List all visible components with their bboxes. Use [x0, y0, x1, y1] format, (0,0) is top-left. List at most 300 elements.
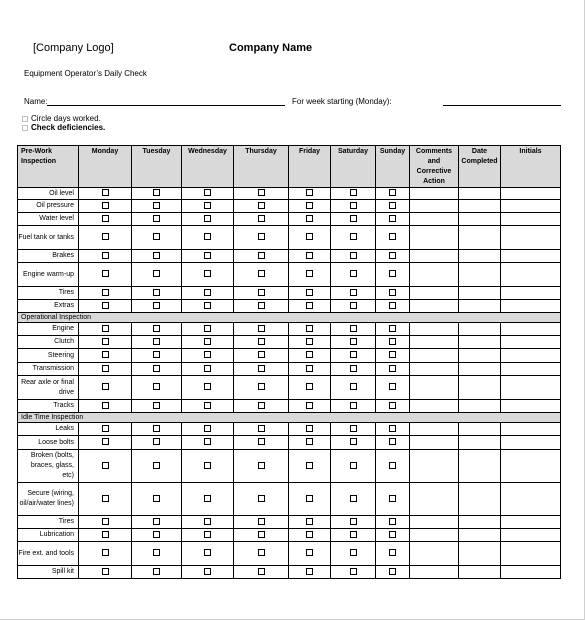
comments-cell[interactable] [410, 376, 459, 400]
checklist-item-label: Broken (bolts, braces, glass, etc) [18, 450, 79, 483]
day-cell [234, 516, 289, 529]
date-completed-cell[interactable] [459, 200, 501, 213]
comments-cell[interactable] [410, 287, 459, 300]
checkbox-friday[interactable] [306, 289, 313, 296]
checkbox-sunday[interactable] [389, 233, 396, 240]
day-cell [182, 566, 234, 579]
checkbox-wednesday[interactable] [204, 402, 211, 409]
checkbox-thursday[interactable] [258, 252, 265, 259]
initials-cell[interactable] [501, 300, 561, 313]
checkbox-monday[interactable] [102, 383, 109, 390]
checkbox-monday[interactable] [102, 202, 109, 209]
initials-cell[interactable] [501, 263, 561, 287]
checkbox-thursday[interactable] [258, 302, 265, 309]
checkbox-tuesday[interactable] [153, 518, 160, 525]
day-cell [331, 516, 376, 529]
checkbox-friday[interactable] [306, 270, 313, 277]
initials-cell[interactable] [501, 423, 561, 436]
comments-cell[interactable] [410, 529, 459, 542]
checkbox-friday[interactable] [306, 325, 313, 332]
date-completed-cell[interactable] [459, 529, 501, 542]
checkbox-wednesday[interactable] [204, 351, 211, 358]
comments-cell[interactable] [410, 516, 459, 529]
table-row [18, 226, 561, 250]
date-completed-cell[interactable] [459, 300, 501, 313]
checkbox-tuesday[interactable] [153, 270, 160, 277]
checkbox-saturday[interactable] [350, 325, 357, 332]
day-cell [182, 250, 234, 263]
checkbox-wednesday[interactable] [204, 531, 211, 538]
initials-cell[interactable] [501, 188, 561, 200]
day-cell [79, 423, 132, 436]
date-completed-cell[interactable] [459, 213, 501, 226]
day-cell [331, 263, 376, 287]
day-cell [234, 287, 289, 300]
table-row [18, 336, 561, 349]
column-header: Monday [79, 146, 132, 188]
day-cell [234, 263, 289, 287]
checklist-item-label: Secure (wiring, oil/air/water lines) [18, 483, 79, 516]
date-completed-cell[interactable] [459, 483, 501, 516]
checkbox-wednesday[interactable] [204, 518, 211, 525]
day-cell [289, 529, 331, 542]
comments-cell[interactable] [410, 323, 459, 336]
section-title: Idle Time Inspection [18, 413, 561, 423]
table-row [18, 423, 561, 436]
checkbox-tuesday[interactable] [153, 215, 160, 222]
comments-cell[interactable] [410, 250, 459, 263]
date-completed-cell[interactable] [459, 263, 501, 287]
day-cell [182, 483, 234, 516]
checkbox-friday[interactable] [306, 495, 313, 502]
checkbox-monday[interactable] [102, 325, 109, 332]
checkbox-saturday[interactable] [350, 338, 357, 345]
note-text: Circle days worked. [31, 114, 101, 123]
checkbox-sunday[interactable] [389, 531, 396, 538]
table-row [18, 566, 561, 579]
checkbox-wednesday[interactable] [204, 233, 211, 240]
date-completed-cell[interactable] [459, 516, 501, 529]
checkbox-tuesday[interactable] [153, 325, 160, 332]
comments-cell[interactable] [410, 213, 459, 226]
checklist-item-label: Tracks [18, 400, 79, 413]
checkbox-wednesday[interactable] [204, 252, 211, 259]
initials-cell[interactable] [501, 323, 561, 336]
day-cell [289, 323, 331, 336]
day-cell [289, 250, 331, 263]
date-completed-cell[interactable] [459, 450, 501, 483]
day-cell [376, 516, 410, 529]
date-completed-cell[interactable] [459, 542, 501, 566]
initials-cell[interactable] [501, 436, 561, 450]
checkbox-saturday[interactable] [350, 202, 357, 209]
checkbox-monday[interactable] [102, 233, 109, 240]
date-completed-cell[interactable] [459, 363, 501, 376]
checkbox-wednesday[interactable] [204, 438, 211, 445]
initials-cell[interactable] [501, 376, 561, 400]
day-cell [132, 376, 182, 400]
checkbox-tuesday[interactable] [153, 531, 160, 538]
day-cell [234, 349, 289, 363]
checkbox-wednesday[interactable] [204, 549, 211, 556]
checkbox-friday[interactable] [306, 531, 313, 538]
day-cell [331, 400, 376, 413]
checkbox-saturday[interactable] [350, 438, 357, 445]
checkbox-saturday[interactable] [350, 495, 357, 502]
checkbox-friday[interactable] [306, 365, 313, 372]
comments-cell[interactable] [410, 483, 459, 516]
checkbox-monday[interactable] [102, 365, 109, 372]
checkbox-wednesday[interactable] [204, 202, 211, 209]
checkbox-monday[interactable] [102, 302, 109, 309]
checkbox-sunday[interactable] [389, 252, 396, 259]
day-cell [234, 323, 289, 336]
checkbox-thursday[interactable] [258, 215, 265, 222]
checkbox-saturday[interactable] [350, 402, 357, 409]
checkbox-friday[interactable] [306, 549, 313, 556]
checkbox-tuesday[interactable] [153, 365, 160, 372]
checkbox-thursday[interactable] [258, 568, 265, 575]
table-row [18, 323, 561, 336]
initials-cell[interactable] [501, 250, 561, 263]
checkbox-friday[interactable] [306, 189, 313, 196]
checkbox-friday[interactable] [306, 351, 313, 358]
date-completed-cell[interactable] [459, 188, 501, 200]
initials-cell[interactable] [501, 349, 561, 363]
checklist-item-label: Tires [18, 287, 79, 300]
checkbox-saturday[interactable] [350, 351, 357, 358]
initials-cell[interactable] [501, 529, 561, 542]
initials-cell[interactable] [501, 226, 561, 250]
checkbox-thursday[interactable] [258, 270, 265, 277]
day-cell [182, 213, 234, 226]
day-cell [376, 300, 410, 313]
checkbox-thursday[interactable] [258, 338, 265, 345]
checkbox-wednesday[interactable] [204, 568, 211, 575]
checkbox-monday[interactable] [102, 252, 109, 259]
comments-cell[interactable] [410, 450, 459, 483]
checkbox-monday[interactable] [102, 270, 109, 277]
checklist-item-label: Extras [18, 300, 79, 313]
day-cell [132, 213, 182, 226]
checkbox-thursday[interactable] [258, 365, 265, 372]
date-completed-cell[interactable] [459, 423, 501, 436]
checkbox-tuesday[interactable] [153, 289, 160, 296]
date-completed-cell[interactable] [459, 323, 501, 336]
table-row [18, 200, 561, 213]
initials-cell[interactable] [501, 566, 561, 579]
checkbox-tuesday[interactable] [153, 302, 160, 309]
day-cell [79, 483, 132, 516]
bullet-square-icon [22, 125, 28, 131]
comments-cell[interactable] [410, 566, 459, 579]
date-completed-cell[interactable] [459, 250, 501, 263]
comments-cell[interactable] [410, 263, 459, 287]
day-cell [376, 376, 410, 400]
checkbox-tuesday[interactable] [153, 549, 160, 556]
comments-cell[interactable] [410, 436, 459, 450]
comments-cell[interactable] [410, 400, 459, 413]
date-completed-cell[interactable] [459, 376, 501, 400]
day-cell [79, 376, 132, 400]
week-starting-field[interactable] [443, 105, 561, 106]
day-cell [182, 263, 234, 287]
comments-cell[interactable] [410, 349, 459, 363]
checklist-item-label: Spill kit [18, 566, 79, 579]
name-field[interactable] [47, 105, 285, 106]
table-row [18, 263, 561, 287]
checkbox-monday[interactable] [102, 338, 109, 345]
checkbox-thursday[interactable] [258, 325, 265, 332]
checkbox-friday[interactable] [306, 233, 313, 240]
day-cell [182, 376, 234, 400]
checkbox-sunday[interactable] [389, 302, 396, 309]
checkbox-sunday[interactable] [389, 568, 396, 575]
checkbox-monday[interactable] [102, 402, 109, 409]
checkbox-sunday[interactable] [389, 462, 396, 469]
checkbox-saturday[interactable] [350, 383, 357, 390]
day-cell [234, 363, 289, 376]
day-cell [132, 336, 182, 349]
initials-cell[interactable] [501, 363, 561, 376]
initials-cell[interactable] [501, 287, 561, 300]
checkbox-tuesday[interactable] [153, 383, 160, 390]
checkbox-monday[interactable] [102, 425, 109, 432]
checkbox-saturday[interactable] [350, 531, 357, 538]
checkbox-sunday[interactable] [389, 365, 396, 372]
checkbox-thursday[interactable] [258, 402, 265, 409]
checkbox-sunday[interactable] [389, 338, 396, 345]
checkbox-thursday[interactable] [258, 518, 265, 525]
checkbox-thursday[interactable] [258, 531, 265, 538]
checkbox-sunday[interactable] [389, 425, 396, 432]
day-cell [376, 363, 410, 376]
day-cell [182, 423, 234, 436]
checkbox-tuesday[interactable] [153, 189, 160, 196]
checkbox-wednesday[interactable] [204, 365, 211, 372]
checkbox-wednesday[interactable] [204, 189, 211, 196]
day-cell [331, 483, 376, 516]
checkbox-saturday[interactable] [350, 568, 357, 575]
checkbox-tuesday[interactable] [153, 462, 160, 469]
day-cell [331, 287, 376, 300]
day-cell [376, 188, 410, 200]
checkbox-friday[interactable] [306, 425, 313, 432]
checkbox-thursday[interactable] [258, 189, 265, 196]
initials-cell[interactable] [501, 336, 561, 349]
name-label: Name: [24, 97, 48, 106]
day-cell [132, 400, 182, 413]
checkbox-thursday[interactable] [258, 289, 265, 296]
checkbox-monday[interactable] [102, 518, 109, 525]
comments-cell[interactable] [410, 423, 459, 436]
day-cell [376, 336, 410, 349]
checkbox-sunday[interactable] [389, 495, 396, 502]
checkbox-monday[interactable] [102, 289, 109, 296]
day-cell [376, 542, 410, 566]
comments-cell[interactable] [410, 542, 459, 566]
date-completed-cell[interactable] [459, 566, 501, 579]
day-cell [289, 287, 331, 300]
checkbox-saturday[interactable] [350, 302, 357, 309]
column-header: Friday [289, 146, 331, 188]
date-completed-cell[interactable] [459, 349, 501, 363]
comments-cell[interactable] [410, 336, 459, 349]
date-completed-cell[interactable] [459, 226, 501, 250]
date-completed-cell[interactable] [459, 436, 501, 450]
checkbox-sunday[interactable] [389, 351, 396, 358]
checkbox-sunday[interactable] [389, 383, 396, 390]
checkbox-friday[interactable] [306, 438, 313, 445]
checkbox-saturday[interactable] [350, 215, 357, 222]
day-cell [132, 287, 182, 300]
checkbox-sunday[interactable] [389, 518, 396, 525]
checkbox-saturday[interactable] [350, 549, 357, 556]
checkbox-thursday[interactable] [258, 383, 265, 390]
day-cell [289, 263, 331, 287]
checkbox-monday[interactable] [102, 568, 109, 575]
initials-cell[interactable] [501, 483, 561, 516]
comments-cell[interactable] [410, 200, 459, 213]
checkbox-monday[interactable] [102, 495, 109, 502]
day-cell [234, 423, 289, 436]
date-completed-cell[interactable] [459, 287, 501, 300]
checkbox-wednesday[interactable] [204, 425, 211, 432]
day-cell [331, 542, 376, 566]
checkbox-tuesday[interactable] [153, 495, 160, 502]
initials-cell[interactable] [501, 213, 561, 226]
day-cell [234, 213, 289, 226]
day-cell [234, 336, 289, 349]
checkbox-saturday[interactable] [350, 233, 357, 240]
date-completed-cell[interactable] [459, 400, 501, 413]
checkbox-tuesday[interactable] [153, 252, 160, 259]
checkbox-monday[interactable] [102, 549, 109, 556]
checkbox-wednesday[interactable] [204, 462, 211, 469]
checkbox-thursday[interactable] [258, 202, 265, 209]
table-row [18, 300, 561, 313]
comments-cell[interactable] [410, 300, 459, 313]
checkbox-wednesday[interactable] [204, 325, 211, 332]
comments-cell[interactable] [410, 226, 459, 250]
checkbox-wednesday[interactable] [204, 215, 211, 222]
checkbox-tuesday[interactable] [153, 351, 160, 358]
checkbox-saturday[interactable] [350, 462, 357, 469]
day-cell [182, 516, 234, 529]
checkbox-friday[interactable] [306, 202, 313, 209]
initials-cell[interactable] [501, 516, 561, 529]
checkbox-monday[interactable] [102, 351, 109, 358]
day-cell [376, 436, 410, 450]
checkbox-wednesday[interactable] [204, 495, 211, 502]
checkbox-friday[interactable] [306, 252, 313, 259]
checkbox-sunday[interactable] [389, 325, 396, 332]
checkbox-saturday[interactable] [350, 518, 357, 525]
checkbox-saturday[interactable] [350, 425, 357, 432]
comments-cell[interactable] [410, 363, 459, 376]
checkbox-tuesday[interactable] [153, 425, 160, 432]
checkbox-monday[interactable] [102, 215, 109, 222]
checkbox-sunday[interactable] [389, 215, 396, 222]
column-header: Pre-Work Inspection [18, 146, 79, 188]
checkbox-thursday[interactable] [258, 425, 265, 432]
checkbox-thursday[interactable] [258, 495, 265, 502]
checkbox-tuesday[interactable] [153, 338, 160, 345]
day-cell [234, 300, 289, 313]
checkbox-tuesday[interactable] [153, 202, 160, 209]
checkbox-friday[interactable] [306, 383, 313, 390]
checkbox-sunday[interactable] [389, 402, 396, 409]
day-cell [376, 400, 410, 413]
checkbox-thursday[interactable] [258, 351, 265, 358]
checkbox-saturday[interactable] [350, 189, 357, 196]
checkbox-wednesday[interactable] [204, 338, 211, 345]
comments-cell[interactable] [410, 188, 459, 200]
checkbox-monday[interactable] [102, 189, 109, 196]
checkbox-friday[interactable] [306, 302, 313, 309]
day-cell [79, 336, 132, 349]
checkbox-friday[interactable] [306, 518, 313, 525]
initials-cell[interactable] [501, 450, 561, 483]
checkbox-sunday[interactable] [389, 289, 396, 296]
checkbox-wednesday[interactable] [204, 302, 211, 309]
checkbox-friday[interactable] [306, 215, 313, 222]
checkbox-wednesday[interactable] [204, 289, 211, 296]
checkbox-saturday[interactable] [350, 289, 357, 296]
checkbox-thursday[interactable] [258, 549, 265, 556]
inspection-table [17, 145, 561, 579]
checkbox-monday[interactable] [102, 438, 109, 445]
checkbox-sunday[interactable] [389, 549, 396, 556]
checkbox-wednesday[interactable] [204, 270, 211, 277]
day-cell [132, 566, 182, 579]
day-cell [376, 483, 410, 516]
checkbox-sunday[interactable] [389, 189, 396, 196]
checkbox-monday[interactable] [102, 531, 109, 538]
checkbox-sunday[interactable] [389, 270, 396, 277]
checkbox-friday[interactable] [306, 568, 313, 575]
day-cell [289, 200, 331, 213]
checkbox-tuesday[interactable] [153, 438, 160, 445]
checkbox-sunday[interactable] [389, 202, 396, 209]
checkbox-tuesday[interactable] [153, 233, 160, 240]
checkbox-thursday[interactable] [258, 462, 265, 469]
day-cell [234, 250, 289, 263]
date-completed-cell[interactable] [459, 336, 501, 349]
checkbox-friday[interactable] [306, 338, 313, 345]
checkbox-saturday[interactable] [350, 252, 357, 259]
checkbox-tuesday[interactable] [153, 402, 160, 409]
checkbox-monday[interactable] [102, 462, 109, 469]
checkbox-thursday[interactable] [258, 233, 265, 240]
checkbox-friday[interactable] [306, 462, 313, 469]
initials-cell[interactable] [501, 542, 561, 566]
column-header: Tuesday [132, 146, 182, 188]
day-cell [234, 436, 289, 450]
initials-cell[interactable] [501, 200, 561, 213]
checkbox-sunday[interactable] [389, 438, 396, 445]
checkbox-wednesday[interactable] [204, 383, 211, 390]
day-cell [331, 450, 376, 483]
checkbox-saturday[interactable] [350, 270, 357, 277]
checkbox-tuesday[interactable] [153, 568, 160, 575]
checkbox-friday[interactable] [306, 402, 313, 409]
day-cell [79, 226, 132, 250]
checkbox-saturday[interactable] [350, 365, 357, 372]
checkbox-thursday[interactable] [258, 438, 265, 445]
day-cell [289, 336, 331, 349]
initials-cell[interactable] [501, 400, 561, 413]
